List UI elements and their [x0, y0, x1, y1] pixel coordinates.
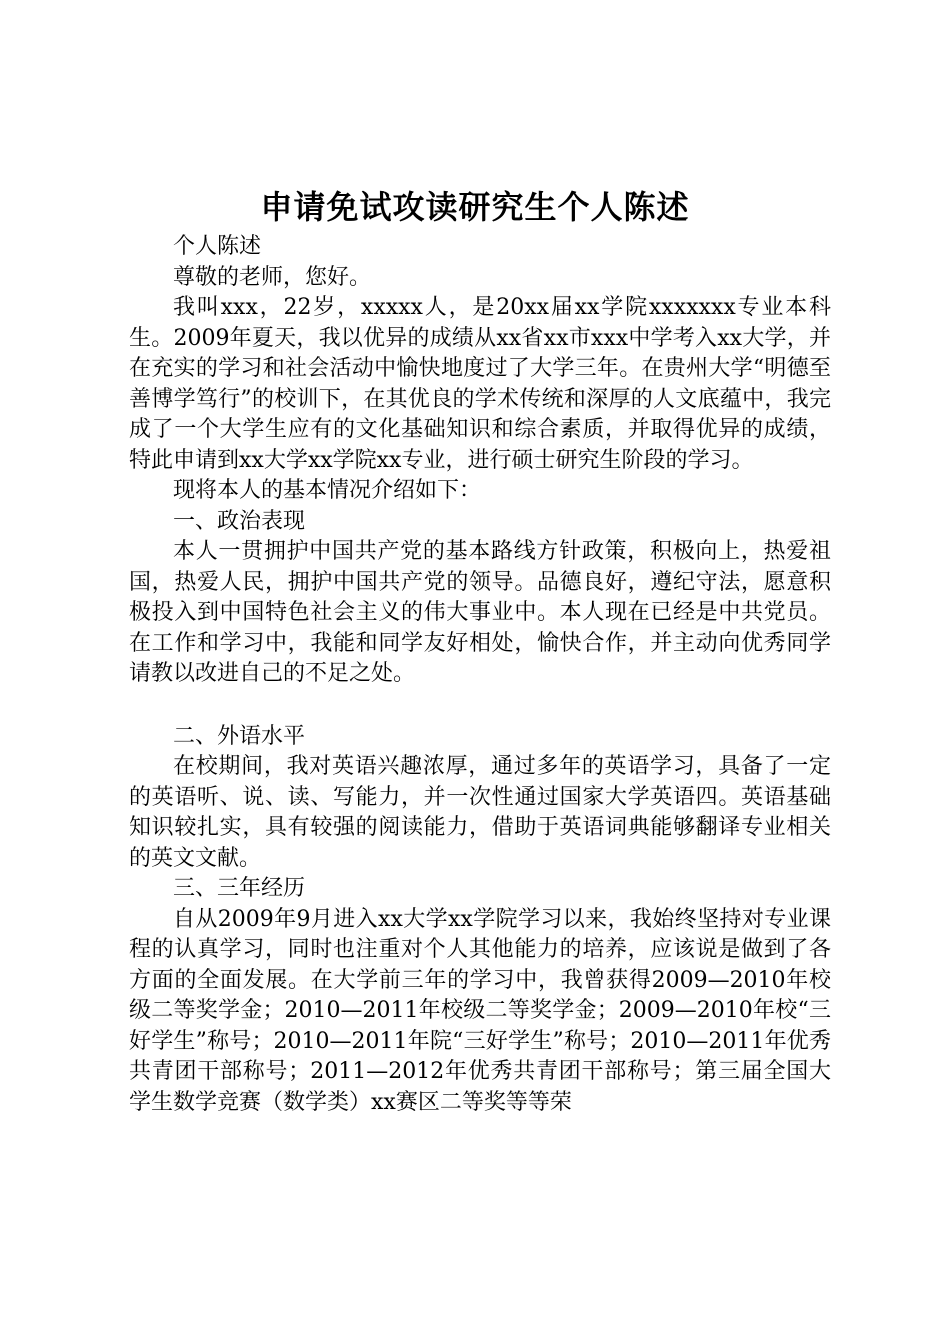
- section-heading-language: 二、外语水平: [173, 723, 306, 749]
- section-heading-political: 一、政治表现: [173, 508, 306, 534]
- paragraph-greeting: 尊敬的老师，您好。: [173, 264, 372, 290]
- paragraph-language: 在校期间，我对英语兴趣浓厚，通过多年的英语学习，具备了一定的英语听、说、读、写能力，并一次性通过国家大学英语四。英语基础知识较扎实，具有较强的阅读能力，借助于英语词典能够翻译专业相关的英文文献。: [129, 754, 831, 871]
- paragraph-introduction: 我叫xxx，22岁，xxxxx人，是20xx届xx学院xxxxxxx专业本科生。2009年夏天，我以优异的成绩从xx省xx市xxx中学考入xx大学，并在充实的学习和社会活动中愉快地度过了大学三年。在贵州大学“明德至善博学笃行”的校训下，在其优良的学术传统和深厚的人文底蕴中，我完成了一个大学生应有的文化基础知识和综合素质，并取得优异的成绩，特此申请到xx大学xx学院xx专业，进行硕士研究生阶段的学习。: [129, 295, 831, 473]
- paragraph-experience: 自从2009年9月进入xx大学xx学院学习以来，我始终坚持对专业课程的认真学习，同时也注重对个人其他能力的培养，应该说是做到了各方面的全面发展。在大学前三年的学习中，我曾获得2009—2010年校级二等奖学金；2010—2011年校级二等奖学金；2009—2010年校“三好学生”称号；2010—2011年院“三好学生”称号；2010—2011年优秀共青团干部称号；2011—2012年优秀共青团干部称号；第三届全国大学生数学竞赛（数学类）xx赛区二等奖等等荣: [129, 906, 831, 1115]
- paragraph-political: 本人一贯拥护中国共产党的基本路线方针政策，积极向上，热爱祖国，热爱人民，拥护中国共产党的领导。品德良好，遵纪守法，愿意积极投入到中国特色社会主义的伟大事业中。本人现在已经是中共党员。在工作和学习中，我能和同学友好相处，愉快合作，并主动向优秀同学请教以改进自己的不足之处。: [129, 539, 831, 686]
- paragraph-overview: 现将本人的基本情况介绍如下：: [173, 478, 482, 503]
- paragraph-heading-personal-statement: 个人陈述: [173, 234, 262, 259]
- document-title: 申请免试攻读研究生个人陈述: [260, 188, 690, 226]
- document-body: [129, 232, 831, 1118]
- section-heading-experience: 三、三年经历: [173, 876, 306, 901]
